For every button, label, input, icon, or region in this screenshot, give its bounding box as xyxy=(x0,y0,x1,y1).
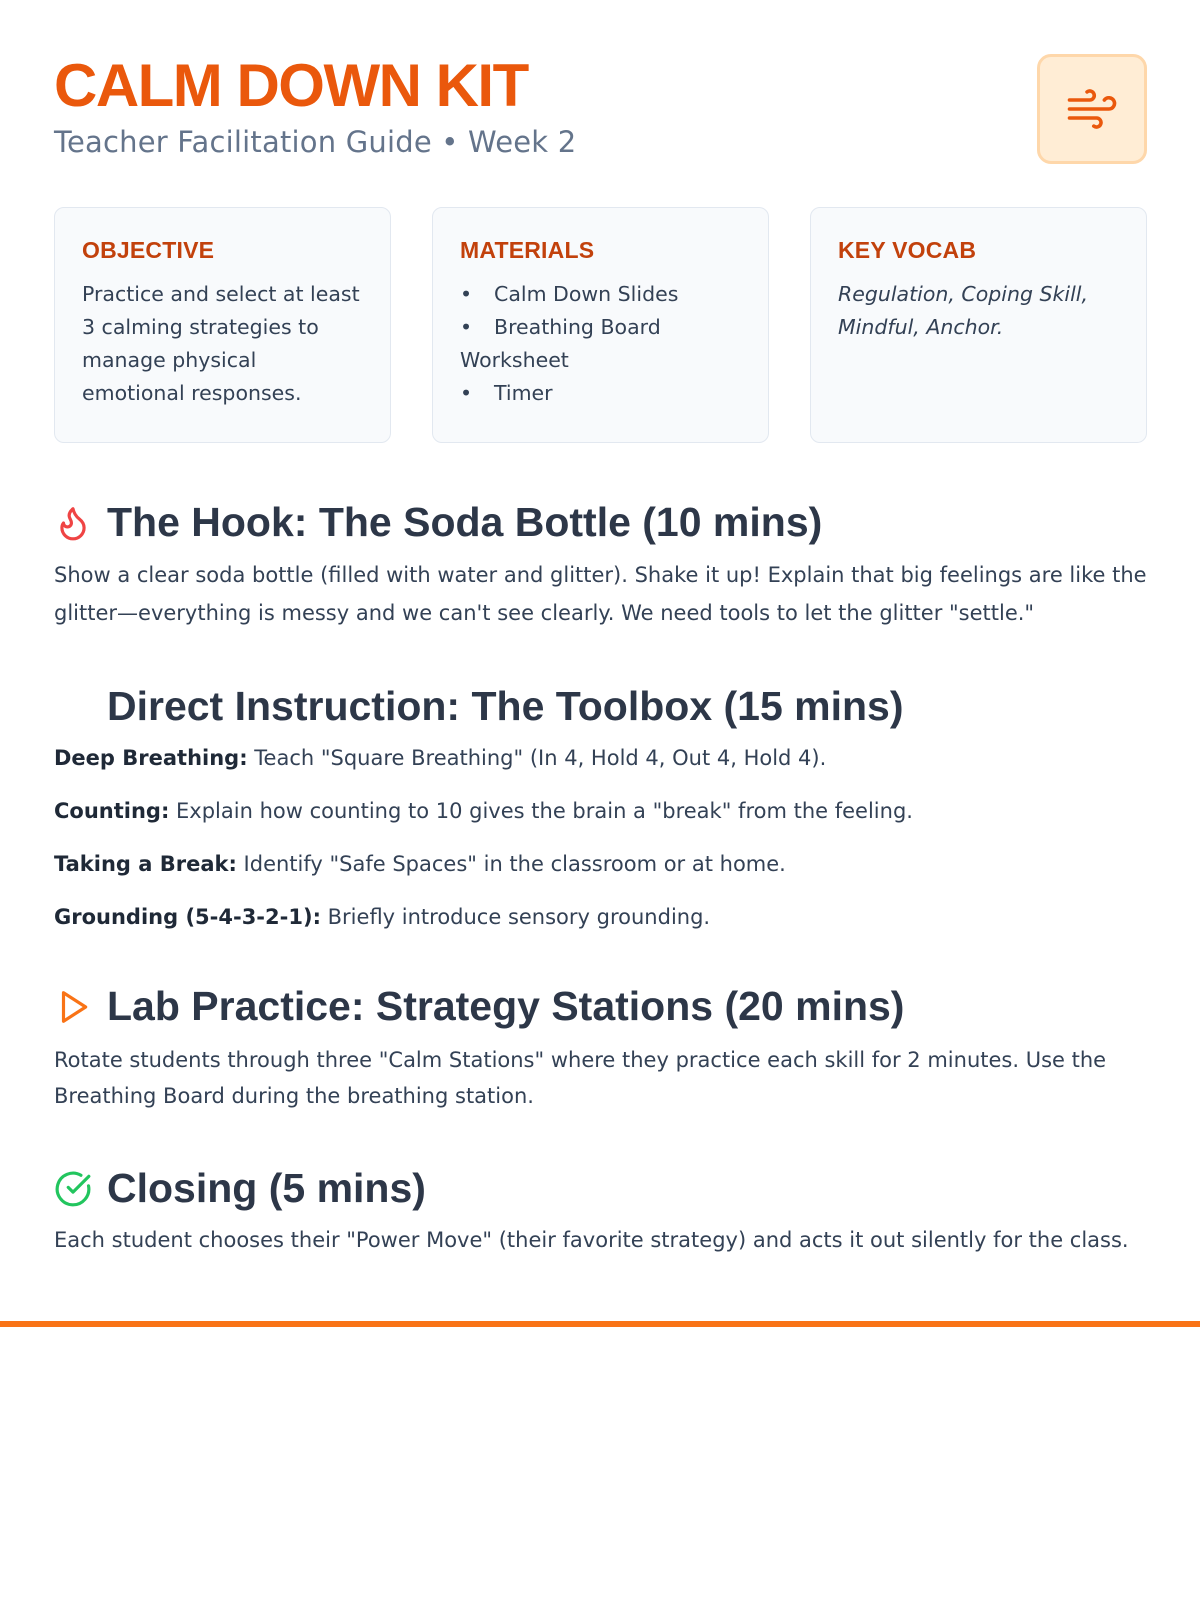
check-circle-icon xyxy=(54,1170,92,1208)
list-item: • Calm Down Slides xyxy=(460,282,679,306)
page-title: CALM DOWN KIT xyxy=(54,52,528,119)
page-subtitle: Teacher Facilitation Guide • Week 2 xyxy=(54,125,577,159)
wind-icon xyxy=(1065,82,1119,136)
list-item: • Breathing Board Worksheet xyxy=(460,315,661,372)
strategy-text: Identify "Safe Spaces" in the classroom or at home. xyxy=(236,852,786,876)
closing-section xyxy=(54,1160,1147,1258)
strategy-text: Teach "Square Breathing" (In 4, Hold 4, Out 4, Hold 4). xyxy=(247,746,827,770)
direct-instruction-title: Direct Instruction: The Toolbox (15 mins) xyxy=(107,683,904,729)
lesson-guide xyxy=(54,0,1147,1252)
direct-instruction-section xyxy=(54,678,1147,933)
hook-title: The Hook: The Soda Bottle (10 mins) xyxy=(107,499,823,545)
strategy-label: Grounding (5-4-3-2-1): xyxy=(54,905,321,929)
section-header xyxy=(54,1160,1147,1216)
strategy-label: Taking a Break: xyxy=(54,852,237,876)
hook-section xyxy=(54,494,1147,632)
strategy-list xyxy=(54,742,1147,933)
section-header xyxy=(54,978,1147,1034)
info-cards xyxy=(54,207,1147,443)
strategy-item xyxy=(54,795,1147,827)
objective-card xyxy=(54,207,391,443)
strategy-label: Counting: xyxy=(54,799,170,823)
section-header xyxy=(54,494,1147,550)
footer-divider xyxy=(0,1321,1200,1327)
vocab-text: Regulation, Coping Skill, Mindful, Anchor. xyxy=(838,282,1088,339)
list-item: • Timer xyxy=(460,381,553,405)
closing-body: Each student chooses their "Power Move" (their favorite strategy) and acts it out silently for the class. xyxy=(54,1228,1129,1252)
materials-title: MATERIALS xyxy=(460,237,595,263)
materials-card xyxy=(432,207,769,443)
objective-title: OBJECTIVE xyxy=(82,237,215,263)
hook-body: Show a clear soda bottle (filled with water and glitter). Shake it up! Explain that big feelings are like the glitter—everything is messy and we can't see clearly. We need tools to let the glitter "settle." xyxy=(54,563,1147,625)
lab-practice-section xyxy=(54,978,1147,1114)
lab-practice-title: Lab Practice: Strategy Stations (20 mins) xyxy=(107,983,905,1029)
strategy-item xyxy=(54,901,1147,933)
strategy-text: Briefly introduce sensory grounding. xyxy=(320,905,711,929)
header-icon-box xyxy=(1037,54,1147,164)
flame-icon xyxy=(54,504,92,542)
strategy-label: Deep Breathing: xyxy=(54,746,248,770)
vocab-card xyxy=(810,207,1147,443)
strategy-text: Explain how counting to 10 gives the brain a "break" from the feeling. xyxy=(169,799,913,823)
strategy-item xyxy=(54,848,1147,880)
strategy-item xyxy=(54,742,1147,774)
section-header xyxy=(54,678,1147,734)
vocab-title: KEY VOCAB xyxy=(838,237,977,263)
closing-title: Closing (5 mins) xyxy=(107,1165,426,1211)
materials-list xyxy=(460,278,742,410)
objective-text: Practice and select at least 3 calming strategies to manage physical emotional responses. xyxy=(82,282,360,405)
material-label: Calm Down Slides xyxy=(494,282,679,306)
material-label: Breathing Board Worksheet xyxy=(460,315,661,372)
lab-practice-body: Rotate students through three "Calm Stations" where they practice each skill for 2 minutes. Use the Breathing Board during the breathing station. xyxy=(54,1048,1107,1108)
header xyxy=(54,0,1147,200)
play-icon xyxy=(54,988,92,1026)
material-label: Timer xyxy=(494,381,553,405)
